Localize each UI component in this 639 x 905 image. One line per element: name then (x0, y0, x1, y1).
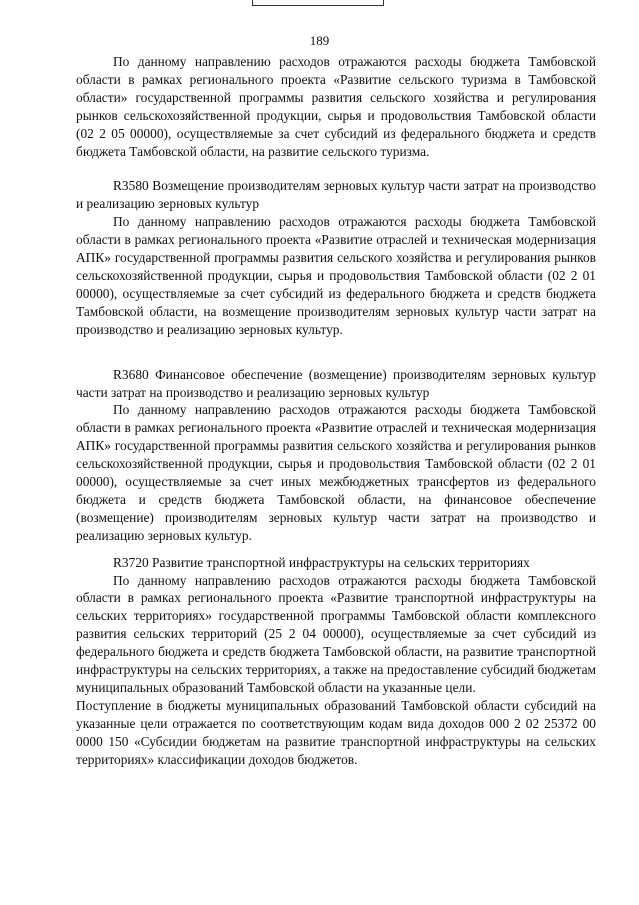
top-binding-mark (252, 0, 384, 6)
section-heading-r3680: R3680 Финансовое обеспечение (возмещение) производителям зерновых культур части затрат на производство и реализацию зерновых культур (76, 366, 596, 400)
paragraph-r3580: По данному направлению расходов отражаются расходы бюджета Тамбовской области в рамках регионального проекта «Развитие отраслей и техническая модернизация АПК» государственной программы развития сельского хозяйства и регулирования рынков сельскохозяйственной продукции, сырья и продовольствия Тамбовской области (02 2 01 00000), осуществляемые за счет субсидий из федерального бюджета и средств бюджета Тамбовской области, на возмещение производителям зерновых культур части затрат на производство и реализацию зерновых культур. (76, 214, 596, 337)
section-heading-r3720: R3720 Развитие транспортной инфраструктуры на сельских территориях (113, 554, 530, 570)
paragraph-r3720: По данному направлению расходов отражаются расходы бюджета Тамбовской области в рамках регионального проекта «Развитие транспортной инфраструктуры на сельских территориях» государственной программы Тамбовской области комплексного развития сельских территорий (25 2 04 00000), осуществляемые за счет субсидий из федерального бюджета и средств бюджета Тамбовской области, на развитие транспортной инфраструктуры на сельских территориях, а также на предоставление субсидий бюджетам муниципальных образований Тамбовской области на указанные цели. (76, 572, 596, 695)
section-heading-r3580: R3580 Возмещение производителям зерновых культур части затрат на производство и реализацию зерновых культур (76, 178, 596, 212)
paragraph-r3680: По данному направлению расходов отражаются расходы бюджета Тамбовской области в рамках регионального проекта «Развитие отраслей и техническая модернизация АПК» государственной программы развития сельского хозяйства и регулирования рынков сельскохозяйственной продукции, сырья и продовольствия Тамбовской области (02 2 01 00000), осуществляемые за счет иных межбюджетных трансфертов из федерального бюджета и средств бюджета Тамбовской области, на финансовое обеспечение (возмещение) производителям зерновых культур части затрат на производство и реализацию зерновых культур. (76, 402, 596, 543)
document-body (76, 53, 596, 769)
page-number: 189 (309, 33, 330, 48)
paragraph-r3720-revenue: Поступление в бюджеты муниципальных образований Тамбовской области субсидий на указанные цели отражается по соответствующим кодам вида доходов 000 2 02 25372 00 0000 150 «Субсидии бюджетам на развитие транспортной инфраструктуры на сельских территориях» классификации доходов бюджетов. (76, 697, 596, 767)
paragraph-rural-tourism: По данному направлению расходов отражаются расходы бюджета Тамбовской области в рамках регионального проекта «Развитие сельского туризма в Тамбовской области» государственной программы развития сельского хозяйства и регулирования рынков сельскохозяйственной продукции, сырья и продовольствия Тамбовской области (02 2 05 00000), осуществляемые за счет субсидий из федерального бюджета и средств бюджета Тамбовской области, на развитие сельского туризма. (76, 54, 596, 159)
